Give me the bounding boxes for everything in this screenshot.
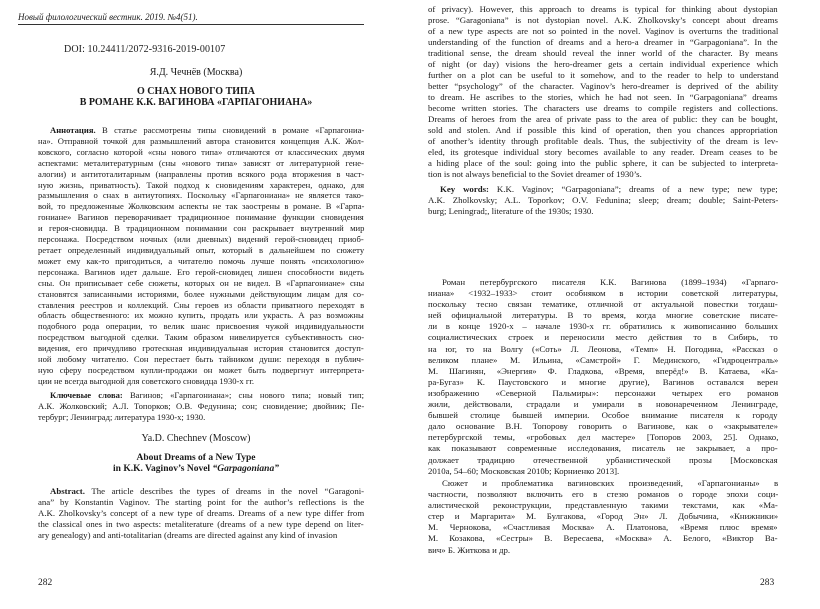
text-line: М. Чернокова, «Счастливая Москва» А. Платонова, «Время плюс время» xyxy=(428,522,778,533)
text-line: жили, действовали, страдали и умирали в новонареченном Ленинграде, xyxy=(428,399,778,410)
text-line: М. Шагинян, «Энергия» Ф. Гладкова, «Время, вперёд!» В. Катаева, «Ка- xyxy=(428,365,778,376)
text-line: алистической реконструкции, представленную такими текстами, как «Ма- xyxy=(428,500,778,511)
title-en-line2 xyxy=(0,464,392,475)
text-line: ли в конце 1920-х – начале 1930-х гг. обратились к живописанию больших xyxy=(428,321,779,332)
paragraph-label: Key words: xyxy=(440,184,489,194)
text-line: аспектами: металитературным (сны «нового типа» зависят от литературной гене- xyxy=(38,157,364,168)
text-line-content: Вагинов; «Гарпагониана»; сны нового типа; новый тип; xyxy=(129,390,364,400)
title-en-line2-italic: “Garpagoniana” xyxy=(212,464,279,474)
author-en: Ya.D. Chechnev (Moscow) xyxy=(141,433,251,444)
text-line: 2010a, 54–60; Московская 2010b; Корниенко 2013]. xyxy=(428,465,620,476)
text-line: a hiding place of the soul: going into the public sphere, it can be subjected to interpreta- xyxy=(428,158,779,168)
text-line: A.K. Zholkovsky; A.L. Toporkov; O.V. Fedunina; sleep; dream; double; Saint-Peters- xyxy=(428,195,779,205)
text-line: как показывают современные исследования, писатель не закрывает, а про- xyxy=(428,443,778,454)
text-line: видения, его причудливо гротескная индивидуальная история становится доступ- xyxy=(38,343,364,354)
paragraph-label: Аннотация. xyxy=(50,125,96,135)
title-ru-line: В РОМАНЕ К.К. ВАГИНОВА «ГАРПАГОНИАНА» xyxy=(79,97,313,108)
doi-line: DOI: 10.24411/2072-9316-2019-00107 xyxy=(64,44,226,55)
text-line: персонажа. Вагинов идет дальше. Его герой-сновидец лишен способности видеть xyxy=(38,266,364,277)
text-line: размышления о снах в антиутопиях. Поскольку «Гарпагониана» не является тако- xyxy=(38,190,364,201)
text-line: частности, позволяют включить его в стезю романов о городе эпохи соци- xyxy=(428,489,779,500)
text-line: Dreams of heroes from the area of private pass to the area of public: they can be bought, xyxy=(428,114,778,124)
text-line: ary genealogy) and anti-totalitarian (dreams are directed against any kind of invasion xyxy=(38,530,338,540)
text-line: петербургской темы, «гробовых дел мастере» [Топоров 2003, 25]. Однако, xyxy=(428,432,779,443)
body-paragraph-1 xyxy=(428,277,778,477)
text-line: ную жизнь, приватность). Такой подход к сновидениям характерен, однако, для xyxy=(38,179,365,190)
text-line: burg; Leningrad;, literature of the 1930s; 1930. xyxy=(428,206,594,216)
paragraph-label: Abstract. xyxy=(50,486,85,496)
text-line: и героя-сновидца. В традиционном понимании сон раскрывает внутренний мир xyxy=(38,223,365,234)
annotation-paragraph xyxy=(38,125,364,387)
page-number-right: 283 xyxy=(760,578,775,588)
abstract-paragraph-continued xyxy=(428,4,778,180)
text-line: of another’s identity through profitable deals. Thus, the subjectivity of the dream is lev- xyxy=(428,136,779,146)
text-line: tion is not always beneficial to the Soviet dreamer of 1930’s. xyxy=(428,169,642,179)
text-line: sold and stolen. And if possible this kind of operation, then you chances appropriation xyxy=(428,125,778,135)
abstract-paragraph-start xyxy=(38,486,364,541)
text-line: гониане» Вагинов переворачивает традиционное понимание функции сновидения xyxy=(38,212,364,223)
text-line: ции не всегда выгодной для советского сновидца 1930-х гг. xyxy=(38,375,255,386)
body-paragraph-2 xyxy=(428,478,778,556)
text-line: Сюжет и проблематика вагиновских произведений, «Гарпагонианы» в xyxy=(442,478,779,488)
text-line: вой, то предложенные Жолковским аспекты не так заострены в романе. В «Гарпа- xyxy=(38,201,365,212)
journal-running-header: Новый филологический вестник. 2019. №4(51). xyxy=(18,12,198,22)
text-line: ретает определенный индивидуальный опыт, который в дальнейшем по сюжету xyxy=(38,244,365,255)
text-line: изображению «Северной Пальмиры»: персонажи четырех его романов xyxy=(428,387,779,398)
text-line: ana” by Konstantin Vaginov. The starting point for the author’s reflections is the xyxy=(38,497,365,507)
text-line: посредством выгодной сделки. Таким образом нивелируется субъективность сно- xyxy=(38,332,365,343)
text-line: understanding of the function of dreams and a hero-a dreamer in “Garpagoniana”. In the xyxy=(428,37,778,47)
text-line-content: В статье рассмотрены типы сновидений в романе «Гарпагониа- xyxy=(102,125,365,135)
text-line: prose. “Garagoniana” is not dystopian novel. A.K. Zholkovsky’s concept about dreams xyxy=(428,15,778,25)
text-line: A.K. Zholkovsky’s concept of a new type of dreams. Dreams of a new type differ from xyxy=(38,508,365,518)
text-line: может ему как-то пригодиться, а читателю помочь лучше понять «психологию» xyxy=(38,255,365,266)
text-line: бывшей столице бывшей империи. Особое внимание писателя к городу xyxy=(428,410,778,421)
text-line: на юг, то на Волгу («Соть» Л. Леонова, «Темп» Н. Погодина, «Рассказ о xyxy=(428,343,778,354)
text-line: поскольку тесно связан тематике, отличной от актуальной повестки тогдаш- xyxy=(428,299,778,310)
text-line xyxy=(38,390,364,401)
text-line: А.К. Жолковский; А.Л. Топорков; О.В. Федунина; сон; сновидение; двойник; Пе- xyxy=(38,400,365,411)
text-line: подобного рода операции, то велик шанс присвоения чужой индивидуальности xyxy=(38,321,364,332)
title-ru-line: О СНАХ НОВОГО ТИПА xyxy=(136,86,256,97)
text-line: дало основание В.Н. Топорову говорить о Вагинове, как о «закрывателе» xyxy=(428,421,779,432)
header-rule xyxy=(18,24,364,25)
text-line xyxy=(38,486,364,497)
page-number-left: 282 xyxy=(38,578,53,588)
text-line: of night (or day) visions the hero-dreamer gets a certain individual experience which xyxy=(428,59,779,69)
text-line: ней официальной литературы. В то время, когда многие советские писате- xyxy=(428,310,778,321)
text-line: Роман петербургского писателя К.К. Вагинова (1899–1934) «Гарпаго- xyxy=(442,277,779,287)
text-line xyxy=(38,125,364,136)
author-ru: Я.Д. Чечнёв (Москва) xyxy=(149,67,243,78)
text-line: персонажа. Посредством ночных (или дневных) видений герой-сновидец приоб- xyxy=(38,234,364,245)
text-line: to dream. He ascribes to the stories, which he had not seen. In “Garpagoniana” dreams xyxy=(428,92,778,102)
text-line: ра-Бугаз» К. Паустовского и многие другие), Вагинов оставался верен xyxy=(428,376,778,387)
text-line: область общественного: их можно купить, продать или украсть. А раз возможны xyxy=(38,310,364,321)
text-line-content: K.K. Vaginov; “Garpagoniana”; dreams of a new type; new type; xyxy=(496,184,778,194)
text-line: тербург; Ленинград; литература 1930-х; 1930. xyxy=(38,411,206,422)
text-line: ковского, согласно которой «сны нового типа» отличаются от классических двумя xyxy=(38,146,365,157)
text-line: the classical ones in two aspects: metaliterature (dreams of a new type depend on liter- xyxy=(38,519,364,529)
text-line: на». Отправной точкой для размышлений автора становится концепция А.К. Жол- xyxy=(38,135,364,146)
text-line: М. Козакова, «Сестры» В. Вересаева, «Москва» А. Белого, «Виктор Ва- xyxy=(428,533,778,544)
text-line: становятся записанными историями, более нужными действующим лицам для со- xyxy=(38,288,364,299)
text-line: further on a plot can be useful to it somehow, and to the reader to help to understand xyxy=(428,70,779,80)
text-line: ной любому читателю. Сон перестает быть тайником души: переходя в публич- xyxy=(38,354,364,365)
keywords-en-paragraph xyxy=(428,184,778,217)
text-line: должает традицию отечественной урбанистической прозы [Московская xyxy=(428,454,778,465)
text-line: алогии) и антитоталитарным (направлены против всякого рода вторжения в част- xyxy=(38,168,365,179)
text-line: of a new type aspects are not so pointed in the novel. Vaginov is overturns the traditional xyxy=(428,26,779,36)
text-line: великом плане» М. Ильина, «Самстрой» Г. Мединского, «Гидроцентраль» xyxy=(428,354,779,365)
text-line: traditional sense, the dream should reveal the inner world of the character. By means xyxy=(428,48,778,58)
text-line: социалистических строек и переносили место действия то в Сибирь, то xyxy=(428,332,778,343)
text-line xyxy=(428,184,778,195)
text-line-content: The article describes the types of dreams in the novel “Garagoni- xyxy=(91,486,365,496)
text-line: eled, its grotesque individual story becomes available to any reader. Dream ceases to be xyxy=(428,147,778,157)
text-line: ставления реестров и коллекций. Сны героев из области приватного переходят в xyxy=(38,299,365,310)
text-line: ную сферу посредством купли-продажи он может быть подвергнут интерпрета- xyxy=(38,364,365,375)
keywords-ru-paragraph xyxy=(38,390,364,423)
text-line: стер и Маргарита» М. Булгакова, «Город Эн» Л. Добычина, «Книжники» xyxy=(428,511,779,522)
text-line: сны. Он приписывает себе сюжеты, которых он не видел. В «Гарпагониане» сны xyxy=(38,277,365,288)
text-line: better “psychology” of the character. Vaginov’s hero-dreamer is deprived of the ability xyxy=(428,81,779,91)
title-en xyxy=(0,453,392,475)
title-en-line1: About Dreams of a New Type xyxy=(136,453,256,463)
text-line: become written stories. The characters use dreams to compile registers and collections. xyxy=(428,103,778,113)
title-ru xyxy=(0,86,392,108)
right-page xyxy=(410,0,820,609)
title-en-line2-prefix: in K.K. Vaginov’s Novel xyxy=(113,464,213,474)
text-line: of privacy). However, this approach to dreams is typical for thinking about dystopian xyxy=(428,4,778,14)
paragraph-label: Ключевые слова: xyxy=(50,390,123,400)
text-line: вич» Б. Житкова и др. xyxy=(428,544,511,555)
text-line: ниана» <1932–1933> стоит особняком в истории советской литературы, xyxy=(428,288,778,299)
